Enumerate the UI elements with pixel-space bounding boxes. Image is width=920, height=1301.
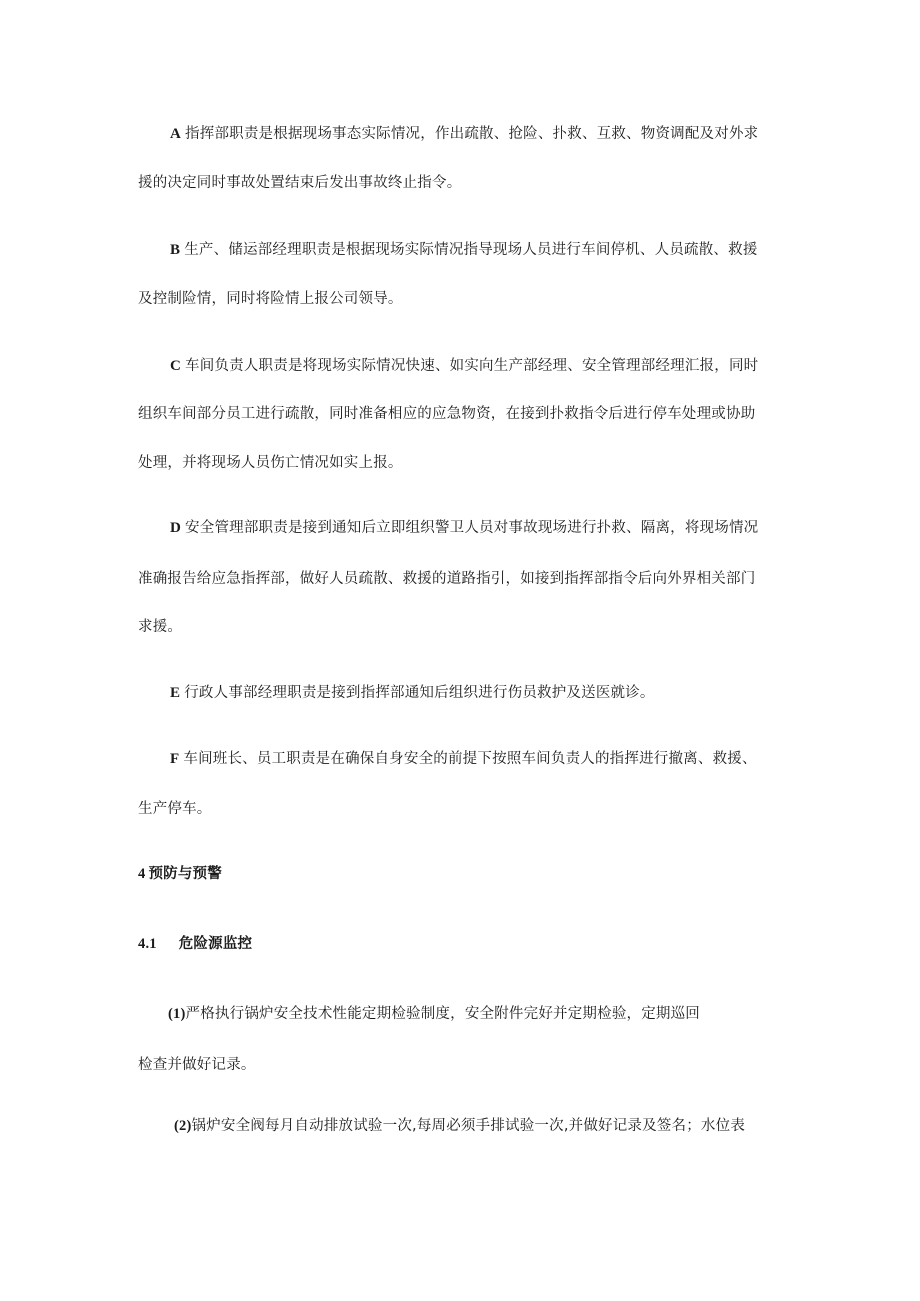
item-2-line-1 xyxy=(174,1116,745,1136)
paragraph-c-lead: C xyxy=(170,358,182,374)
item-1-line-1 xyxy=(168,1004,700,1024)
paragraph-d-line-3: 求援。 xyxy=(138,619,183,635)
paragraph-a-line-1 xyxy=(170,124,758,144)
item-2-text-1: 锅炉安全阀每月自动排放试验一次,每周必须手排试验一次,并做好记录及签名；水位表 xyxy=(191,1118,746,1134)
paragraph-b-line-2: 及控制险情，同时将险情上报公司领导。 xyxy=(138,291,403,307)
paragraph-f-line-1 xyxy=(170,749,757,769)
paragraph-b-text-1: 生产、储运部经理职责是根据现场实际情况指导现场人员进行车间停机、人员疏散、救援 xyxy=(184,242,758,258)
paragraph-c-text-1: 车间负责人职责是将现场实际情况快速、如实向生产部经理、安全管理部经理汇报，同时 xyxy=(185,358,759,374)
subsection-heading xyxy=(138,934,252,954)
paragraph-a-line-2: 援的决定同时事故处置结束后发出事故终止指令。 xyxy=(138,175,462,191)
paragraph-d-line-1 xyxy=(170,518,758,538)
section-heading xyxy=(138,864,222,884)
paragraph-d-line-2: 准确报告给应急指挥部，做好人员疏散、救援的道路指引，如接到指挥部指令后向外界相关部门 xyxy=(138,571,756,587)
section-title: 预防与预警 xyxy=(148,866,222,882)
paragraph-c-line-2: 组织车间部分员工进行疏散，同时准备相应的应急物资，在接到扑救指令后进行停车处理或协助 xyxy=(138,406,756,422)
item-1-lead: (1) xyxy=(168,1006,186,1022)
paragraph-e-text-1: 行政人事部经理职责是接到指挥部通知后组织进行伤员救护及送医就诊。 xyxy=(184,685,655,701)
paragraph-f-line-2: 生产停车。 xyxy=(138,801,212,817)
paragraph-c-line-3: 处理，并将现场人员伤亡情况如实上报。 xyxy=(138,455,403,471)
item-2-lead: (2) xyxy=(174,1118,192,1134)
paragraph-f-text-1: 车间班长、员工职责是在确保自身安全的前提下按照车间负责人的指挥进行撤离、救援、 xyxy=(183,751,757,767)
paragraph-a-lead: A xyxy=(170,126,182,142)
paragraph-b-lead: B xyxy=(170,242,181,258)
paragraph-d-lead: D xyxy=(170,520,182,536)
item-1-line-2: 检查并做好记录。 xyxy=(138,1057,256,1073)
subsection-number: 4.1 xyxy=(138,936,157,952)
paragraph-f-lead: F xyxy=(170,751,180,767)
paragraph-e-line-1 xyxy=(170,683,655,703)
paragraph-b-line-1 xyxy=(170,240,758,260)
paragraph-d-text-1: 安全管理部职责是接到通知后立即组织警卫人员对事故现场进行扑救、隔离，将现场情况 xyxy=(185,520,759,536)
paragraph-c-line-1 xyxy=(170,356,758,376)
subsection-title: 危险源监控 xyxy=(178,936,253,952)
paragraph-e-lead: E xyxy=(170,685,181,701)
paragraph-a-text-1: 指挥部职责是根据现场事态实际情况，作出疏散、抢险、扑救、互救、物资调配及对外求 xyxy=(185,126,759,142)
item-1-text-1: 严格执行锅炉安全技术性能定期检验制度，安全附件完好并定期检验，定期巡回 xyxy=(185,1006,701,1022)
section-number: 4 xyxy=(138,866,146,882)
